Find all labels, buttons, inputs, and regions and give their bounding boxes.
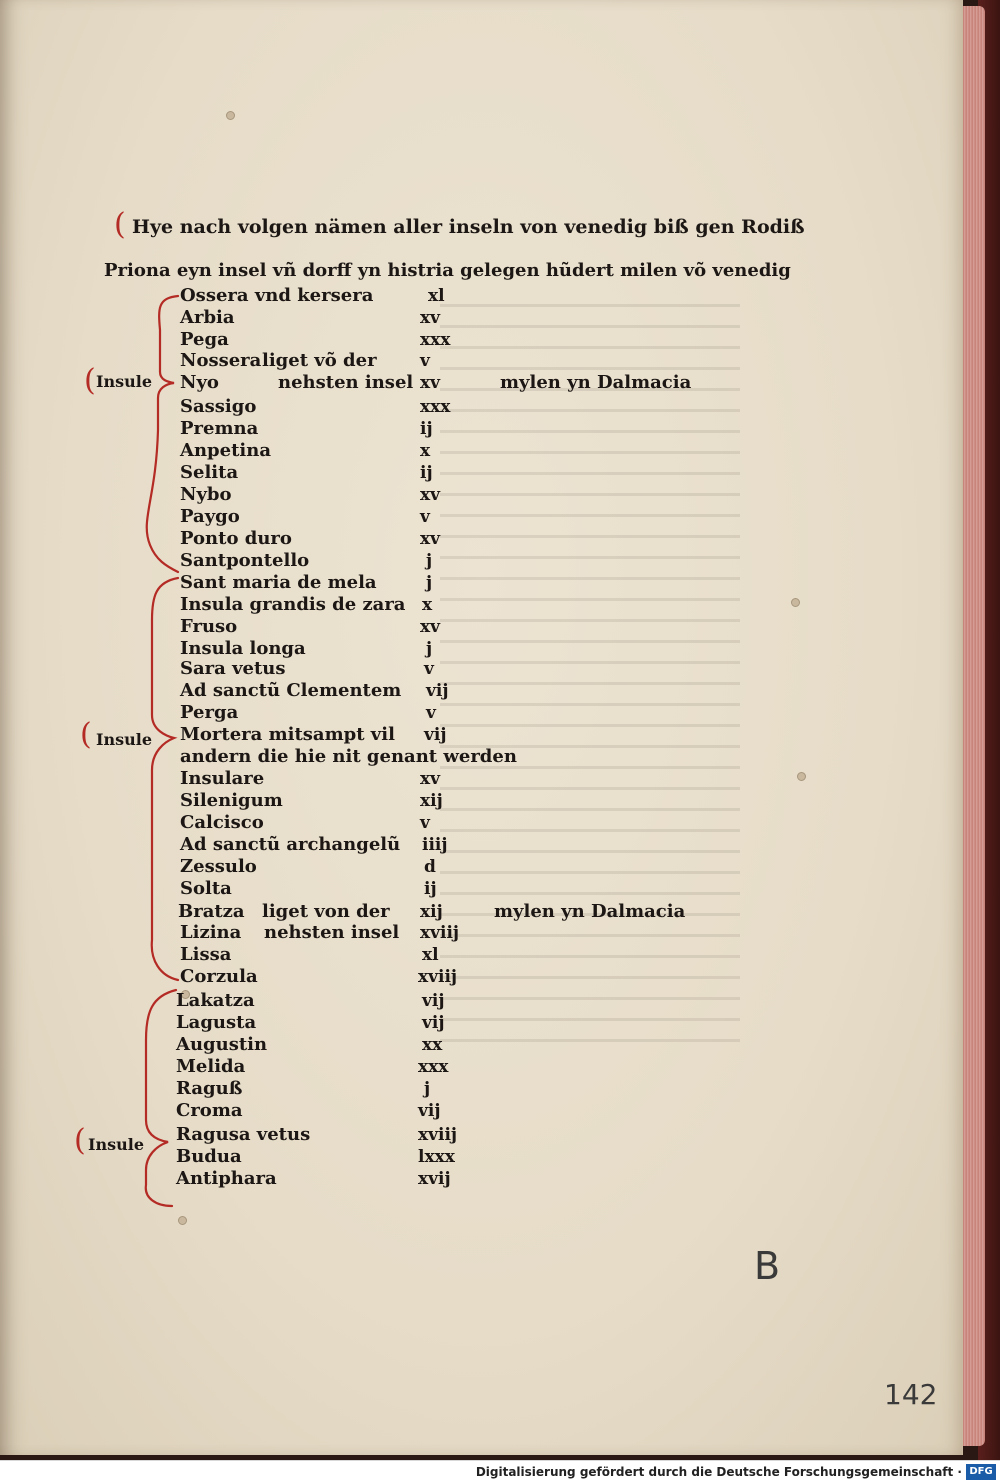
island-name: Anpetina (180, 440, 271, 461)
island-name: Mortera mitsampt vil (180, 724, 395, 745)
distance-note-2: nehsten insel (278, 372, 414, 393)
island-name: Bratza (178, 901, 245, 922)
island-name: Budua (176, 1146, 242, 1167)
distance-value: j (426, 639, 433, 659)
island-name: Melida (176, 1056, 246, 1077)
section-label: Insule (96, 730, 153, 749)
island-name: Nossera (180, 350, 262, 371)
distance-value: v (426, 703, 436, 723)
distance-value: xl (422, 945, 439, 965)
island-name: Fruso (180, 616, 238, 637)
island-name: Nyo (180, 372, 219, 393)
distance-value: x (422, 595, 433, 615)
page-heading: Hye nach volgen nämen aller inseln von venedig biß gen Rodiß (132, 216, 805, 238)
intro-line: Priona eyn insel vñ dorff yn histria gelegen hũdert milen võ venedig (104, 260, 791, 281)
island-name: Ponto duro (180, 528, 292, 549)
island-name: Lissa (180, 944, 232, 965)
island-name: Selita (180, 462, 239, 483)
footer-bar (0, 1460, 1000, 1484)
pencil-letter: B (754, 1244, 781, 1288)
island-name: Ad sanctũ Clementem (180, 680, 402, 701)
island-name: Calcisco (180, 812, 264, 833)
distance-value: xviij (418, 967, 458, 987)
island-name: Pega (180, 329, 229, 350)
distance-value: xx (422, 1035, 443, 1055)
distance-value: j (424, 1079, 431, 1099)
section-label: Insule (88, 1135, 145, 1154)
island-name: Croma (176, 1100, 243, 1121)
distance-value: lxxx (418, 1147, 455, 1167)
island-name: andern die hie nit genant werden (180, 746, 517, 767)
distance-value: xxx (418, 1057, 449, 1077)
distance-value: xv (420, 617, 441, 637)
distance-value: x (420, 441, 431, 461)
island-name: Augustin (176, 1034, 268, 1055)
distance-value: vij (426, 681, 449, 701)
rubric-mark: ( (74, 1123, 86, 1158)
distance-value: iiij (422, 835, 448, 855)
island-name: Corzula (180, 966, 258, 987)
island-name: Sara vetus (180, 658, 286, 679)
distance-value: v (424, 659, 434, 679)
island-name: Raguß (176, 1078, 243, 1099)
island-name: Premna (180, 418, 259, 439)
island-name: Insula grandis de zara (180, 594, 406, 615)
distance-value: ij (424, 879, 437, 899)
island-name: Ossera vnd kersera (180, 285, 374, 306)
distance-value: v (420, 813, 430, 833)
island-name: Ragusa vetus (176, 1124, 311, 1145)
footer-credit: Digitalisierung gefördert durch die Deutsche Forschungsgemeinschaft · (475, 1465, 962, 1479)
distance-value: xxx (420, 330, 451, 350)
distance-value: ij (420, 463, 433, 483)
distance-value: xviij (418, 1125, 458, 1145)
distance-value: xv (420, 308, 441, 328)
region-note: mylen yn Dalmacia (494, 901, 686, 922)
distance-value: vij (422, 1013, 445, 1033)
island-name: Solta (180, 878, 232, 899)
distance-value: v (420, 351, 430, 371)
distance-value: vij (418, 1101, 441, 1121)
distance-value: j (426, 551, 433, 571)
distance-value: xv (420, 485, 441, 505)
brace-group-1 (147, 296, 178, 572)
brace-group-3 (146, 990, 176, 1206)
island-name: Lagusta (176, 1012, 257, 1033)
rubric-mark: ( (80, 717, 92, 752)
folio-number: 142 (884, 1378, 938, 1411)
region-note: mylen yn Dalmacia (500, 372, 692, 393)
distance-value: j (426, 573, 433, 593)
distance-value: xij (420, 902, 443, 922)
distance-value: xvij (418, 1169, 451, 1189)
island-name: Arbia (180, 307, 235, 328)
distance-value: xl (428, 286, 445, 306)
island-name: Lakatza (176, 990, 255, 1011)
brace-group-2 (152, 578, 178, 980)
distance-value: v (420, 507, 430, 527)
distance-value: xv (420, 373, 441, 393)
distance-value: ij (420, 419, 433, 439)
island-name: Insulare (180, 768, 265, 789)
distance-value: vij (422, 991, 445, 1011)
distance-value: xviij (420, 923, 460, 943)
section-label: Insule (96, 372, 153, 391)
rubric-mark: ( (84, 363, 96, 398)
island-name: Zessulo (180, 856, 257, 877)
island-name: Silenigum (180, 790, 283, 811)
island-name: Ad sanctũ archangelũ (180, 834, 401, 855)
island-name: Lizina (180, 922, 242, 943)
island-name: Sant maria de mela (180, 572, 377, 593)
island-name: Antiphara (176, 1168, 277, 1189)
island-name: Paygo (180, 506, 240, 527)
island-name: Perga (180, 702, 239, 723)
island-name: Santpontello (180, 550, 310, 571)
distance-value: vij (424, 725, 447, 745)
island-name: Sassigo (180, 396, 257, 417)
island-name: Nybo (180, 484, 232, 505)
distance-value: d (424, 857, 436, 877)
distance-note-2: nehsten insel (264, 922, 400, 943)
distance-value: xij (420, 791, 443, 811)
rubric-mark: ( (114, 207, 126, 242)
distance-note-1: liget von der (262, 901, 390, 922)
distance-value: xv (420, 769, 441, 789)
distance-note-1: liget võ der (262, 350, 377, 371)
distance-value: xv (420, 529, 441, 549)
dfg-logo: DFG (966, 1464, 996, 1480)
distance-value: xxx (420, 397, 451, 417)
island-name: Insula longa (180, 638, 306, 659)
